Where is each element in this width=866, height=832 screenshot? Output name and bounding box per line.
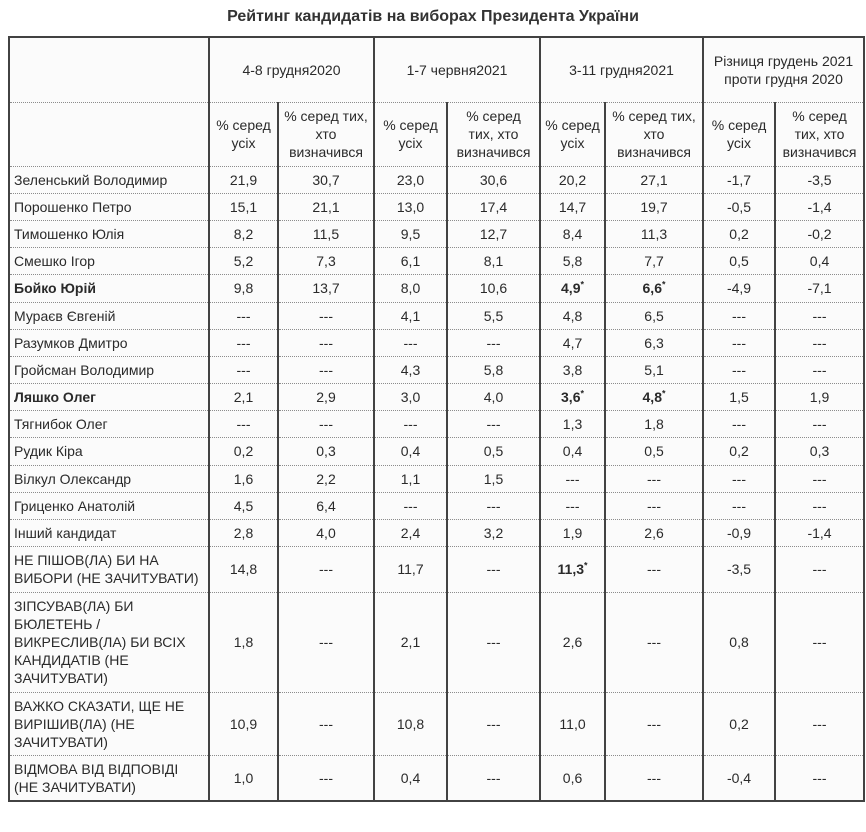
value-cell: 1,3: [540, 411, 605, 438]
value-cell: 0,5: [605, 438, 703, 465]
candidate-name-cell: Рудик Кіра: [9, 438, 209, 465]
value-cell: 23,0: [374, 166, 447, 193]
value-cell: 7,7: [605, 248, 703, 275]
value-cell: -0,2: [775, 220, 864, 247]
value-cell: ---: [703, 329, 775, 356]
candidate-name-cell: Бойко Юрій: [9, 275, 209, 302]
value-cell: ---: [374, 492, 447, 519]
value-cell: 13,0: [374, 193, 447, 220]
value-cell: 11,3: [605, 220, 703, 247]
value-cell: ---: [278, 756, 374, 802]
table-body: [9, 166, 864, 801]
value-cell: ---: [447, 411, 540, 438]
value-cell: ---: [605, 547, 703, 592]
value-text: 3,6: [561, 389, 581, 406]
subcolumn-header: % серед тих, хто визначився: [605, 103, 703, 167]
value-cell: ---: [605, 492, 703, 519]
page-title: Рейтинг кандидатів на виборах Президента України: [227, 8, 639, 25]
value-cell: ---: [540, 465, 605, 492]
value-cell: ---: [278, 592, 374, 692]
value-cell: -0,4: [703, 756, 775, 802]
candidate-name-cell: Гройсман Володимир: [9, 356, 209, 383]
subcolumn-header: % серед тих, хто визначився: [447, 103, 540, 167]
value-cell: 0,4: [374, 756, 447, 802]
value-cell: 0,2: [703, 220, 775, 247]
value-cell: ---: [775, 356, 864, 383]
table-row: [9, 302, 864, 329]
value-cell: -1,4: [775, 193, 864, 220]
value-cell: 6,1: [374, 248, 447, 275]
value-cell: ---: [447, 692, 540, 756]
value-cell: 4,0: [447, 384, 540, 411]
candidate-name-cell: Разумков Дмитро: [9, 329, 209, 356]
table-row: [9, 220, 864, 247]
table-row: [9, 520, 864, 547]
value-cell: 0,2: [209, 438, 278, 465]
value-cell: [540, 384, 605, 411]
value-cell: 1,0: [209, 756, 278, 802]
column-group-header: 4-8 грудня2020: [209, 37, 374, 103]
value-cell: -1,7: [703, 166, 775, 193]
value-cell: ---: [605, 756, 703, 802]
value-cell: ---: [278, 356, 374, 383]
corner-cell: [9, 37, 209, 103]
value-cell: 19,7: [605, 193, 703, 220]
value-cell: 5,5: [447, 302, 540, 329]
value-cell: 4,7: [540, 329, 605, 356]
value-cell: 6,3: [605, 329, 703, 356]
value-cell: 1,8: [605, 411, 703, 438]
value-cell: 2,2: [278, 465, 374, 492]
candidate-name-cell: ЗІПСУВАВ(ЛА) БИ БЮЛЕТЕНЬ / ВИКРЕСЛИВ(ЛА) БИ ВСІХ КАНДИДАТІВ (НЕ ЗАЧИТУВАТИ): [9, 592, 209, 692]
value-cell: 0,4: [540, 438, 605, 465]
value-cell: 4,0: [278, 520, 374, 547]
value-cell: ---: [775, 492, 864, 519]
value-cell: ---: [209, 302, 278, 329]
value-cell: 2,1: [209, 384, 278, 411]
value-cell: 10,9: [209, 692, 278, 756]
value-cell: 2,8: [209, 520, 278, 547]
table-row: [9, 384, 864, 411]
value-cell: 2,6: [605, 520, 703, 547]
value-cell: -1,4: [775, 520, 864, 547]
value-text: 4,9: [561, 280, 581, 297]
value-cell: 4,1: [374, 302, 447, 329]
value-cell: ---: [605, 692, 703, 756]
value-cell: ---: [775, 692, 864, 756]
value-cell: 1,1: [374, 465, 447, 492]
value-cell: 1,9: [775, 384, 864, 411]
value-cell: ---: [775, 411, 864, 438]
candidate-name-cell: ВАЖКО СКАЗАТИ, ЩЕ НЕ ВИРІШИВ(ЛА) (НЕ ЗАЧИТУВАТИ): [9, 692, 209, 756]
value-cell: ---: [775, 329, 864, 356]
value-cell: 0,6: [540, 756, 605, 802]
value-cell: -0,5: [703, 193, 775, 220]
value-cell: 2,9: [278, 384, 374, 411]
value-cell: 15,1: [209, 193, 278, 220]
value-cell: -0,9: [703, 520, 775, 547]
value-cell: 1,5: [447, 465, 540, 492]
candidate-name-cell: Вілкул Олександр: [9, 465, 209, 492]
value-cell: 4,5: [209, 492, 278, 519]
value-cell: 8,4: [540, 220, 605, 247]
value-cell: 0,3: [775, 438, 864, 465]
candidate-name-cell: Тягнибок Олег: [9, 411, 209, 438]
value-cell: 10,8: [374, 692, 447, 756]
value-text: 6,6: [642, 280, 662, 297]
value-cell: 3,2: [447, 520, 540, 547]
value-cell: 8,2: [209, 220, 278, 247]
value-cell: ---: [278, 411, 374, 438]
value-cell: 6,5: [605, 302, 703, 329]
value-cell: 27,1: [605, 166, 703, 193]
subcolumn-header: % серед усіх: [374, 103, 447, 167]
value-cell: ---: [209, 356, 278, 383]
value-cell: 6,4: [278, 492, 374, 519]
significance-asterisk: *: [584, 560, 588, 571]
value-cell: 2,4: [374, 520, 447, 547]
value-cell: 2,1: [374, 592, 447, 692]
table-row: [9, 547, 864, 592]
value-cell: 0,4: [374, 438, 447, 465]
subcolumn-header: % серед тих, хто визначився: [278, 103, 374, 167]
candidate-name-cell: Інший кандидат: [9, 520, 209, 547]
value-cell: 3,0: [374, 384, 447, 411]
candidate-name-cell: ВІДМОВА ВІД ВІДПОВІДІ (НЕ ЗАЧИТУВАТИ): [9, 756, 209, 802]
value-cell: ---: [540, 492, 605, 519]
value-cell: 12,7: [447, 220, 540, 247]
value-cell: 0,5: [447, 438, 540, 465]
significance-asterisk: *: [580, 279, 584, 290]
value-cell: -7,1: [775, 275, 864, 302]
column-group-header: 1-7 червня2021: [374, 37, 540, 103]
value-cell: 3,8: [540, 356, 605, 383]
value-cell: ---: [703, 492, 775, 519]
value-cell: 13,7: [278, 275, 374, 302]
value-cell: ---: [775, 592, 864, 692]
value-cell: 8,0: [374, 275, 447, 302]
candidate-name-cell: Гриценко Анатолій: [9, 492, 209, 519]
value-cell: 10,6: [447, 275, 540, 302]
value-cell: 21,9: [209, 166, 278, 193]
value-cell: 14,7: [540, 193, 605, 220]
table-row: [9, 193, 864, 220]
value-cell: ---: [447, 592, 540, 692]
table-row: [9, 411, 864, 438]
corner-cell: [9, 103, 209, 167]
value-cell: 0,4: [775, 248, 864, 275]
value-cell: 4,3: [374, 356, 447, 383]
value-cell: 1,9: [540, 520, 605, 547]
value-cell: [540, 547, 605, 592]
value-cell: 17,4: [447, 193, 540, 220]
value-cell: 0,2: [703, 692, 775, 756]
candidate-name-cell: Мураєв Євгеній: [9, 302, 209, 329]
value-cell: ---: [703, 411, 775, 438]
significance-asterisk: *: [580, 388, 584, 399]
value-cell: 5,8: [540, 248, 605, 275]
value-cell: 11,5: [278, 220, 374, 247]
value-cell: ---: [447, 756, 540, 802]
value-cell: ---: [775, 465, 864, 492]
value-cell: ---: [374, 329, 447, 356]
value-cell: ---: [209, 411, 278, 438]
value-cell: 5,8: [447, 356, 540, 383]
value-cell: ---: [775, 756, 864, 802]
candidate-name-cell: Зеленський Володимир: [9, 166, 209, 193]
value-cell: 1,8: [209, 592, 278, 692]
table-row: [9, 166, 864, 193]
value-cell: ---: [278, 302, 374, 329]
subcolumn-header: % серед усіх: [703, 103, 775, 167]
value-cell: ---: [209, 329, 278, 356]
table-row: [9, 756, 864, 802]
table-row: [9, 492, 864, 519]
value-cell: ---: [278, 329, 374, 356]
candidate-name-cell: Смешко Ігор: [9, 248, 209, 275]
column-group-header: 3-11 грудня2021: [540, 37, 703, 103]
value-cell: 2,6: [540, 592, 605, 692]
candidate-name-cell: Ляшко Олег: [9, 384, 209, 411]
table-row: [9, 592, 864, 692]
candidate-ratings-table: [8, 36, 865, 802]
value-cell: -3,5: [703, 547, 775, 592]
value-cell: 7,3: [278, 248, 374, 275]
value-cell: 0,3: [278, 438, 374, 465]
value-cell: ---: [703, 302, 775, 329]
table-row: [9, 356, 864, 383]
value-cell: ---: [447, 329, 540, 356]
value-cell: [540, 275, 605, 302]
value-cell: 1,6: [209, 465, 278, 492]
value-cell: ---: [605, 592, 703, 692]
table-row: [9, 329, 864, 356]
value-cell: ---: [447, 492, 540, 519]
value-cell: 30,6: [447, 166, 540, 193]
value-cell: 9,8: [209, 275, 278, 302]
table-row: [9, 465, 864, 492]
subcolumn-header: % серед тих, хто визначився: [775, 103, 864, 167]
value-cell: ---: [447, 547, 540, 592]
value-cell: [605, 384, 703, 411]
table-row: [9, 275, 864, 302]
column-group-header: Різниця грудень 2021 проти грудня 2020: [703, 37, 864, 103]
value-cell: -3,5: [775, 166, 864, 193]
value-cell: 11,7: [374, 547, 447, 592]
value-cell: 11,0: [540, 692, 605, 756]
value-cell: [605, 275, 703, 302]
value-text: 4,8: [642, 389, 662, 406]
value-cell: 0,2: [703, 438, 775, 465]
subcolumn-header: % серед усіх: [540, 103, 605, 167]
value-cell: ---: [775, 547, 864, 592]
table-row: [9, 692, 864, 756]
value-cell: 4,8: [540, 302, 605, 329]
significance-asterisk: *: [661, 388, 666, 399]
significance-asterisk: *: [661, 279, 666, 290]
value-cell: ---: [703, 356, 775, 383]
candidate-name-cell: Тимошенко Юлія: [9, 220, 209, 247]
header-row-subcolumns: [9, 103, 864, 167]
value-cell: ---: [775, 302, 864, 329]
value-cell: 0,5: [703, 248, 775, 275]
candidate-name-cell: НЕ ПІШОВ(ЛА) БИ НА ВИБОРИ (НЕ ЗАЧИТУВАТИ): [9, 547, 209, 592]
table-header: [9, 37, 864, 166]
value-cell: 21,1: [278, 193, 374, 220]
table-row: [9, 248, 864, 275]
header-row-groups: [9, 37, 864, 103]
value-cell: ---: [703, 465, 775, 492]
value-text: 11,3: [557, 561, 584, 578]
value-cell: ---: [605, 465, 703, 492]
value-cell: 0,8: [703, 592, 775, 692]
candidate-name-cell: Порошенко Петро: [9, 193, 209, 220]
value-cell: 30,7: [278, 166, 374, 193]
value-cell: 5,1: [605, 356, 703, 383]
value-cell: ---: [278, 547, 374, 592]
subcolumn-header: % серед усіх: [209, 103, 278, 167]
value-cell: 5,2: [209, 248, 278, 275]
value-cell: 1,5: [703, 384, 775, 411]
table-row: [9, 438, 864, 465]
value-cell: 8,1: [447, 248, 540, 275]
value-cell: 14,8: [209, 547, 278, 592]
value-cell: -4,9: [703, 275, 775, 302]
value-cell: ---: [374, 411, 447, 438]
value-cell: ---: [278, 692, 374, 756]
value-cell: 20,2: [540, 166, 605, 193]
value-cell: 9,5: [374, 220, 447, 247]
